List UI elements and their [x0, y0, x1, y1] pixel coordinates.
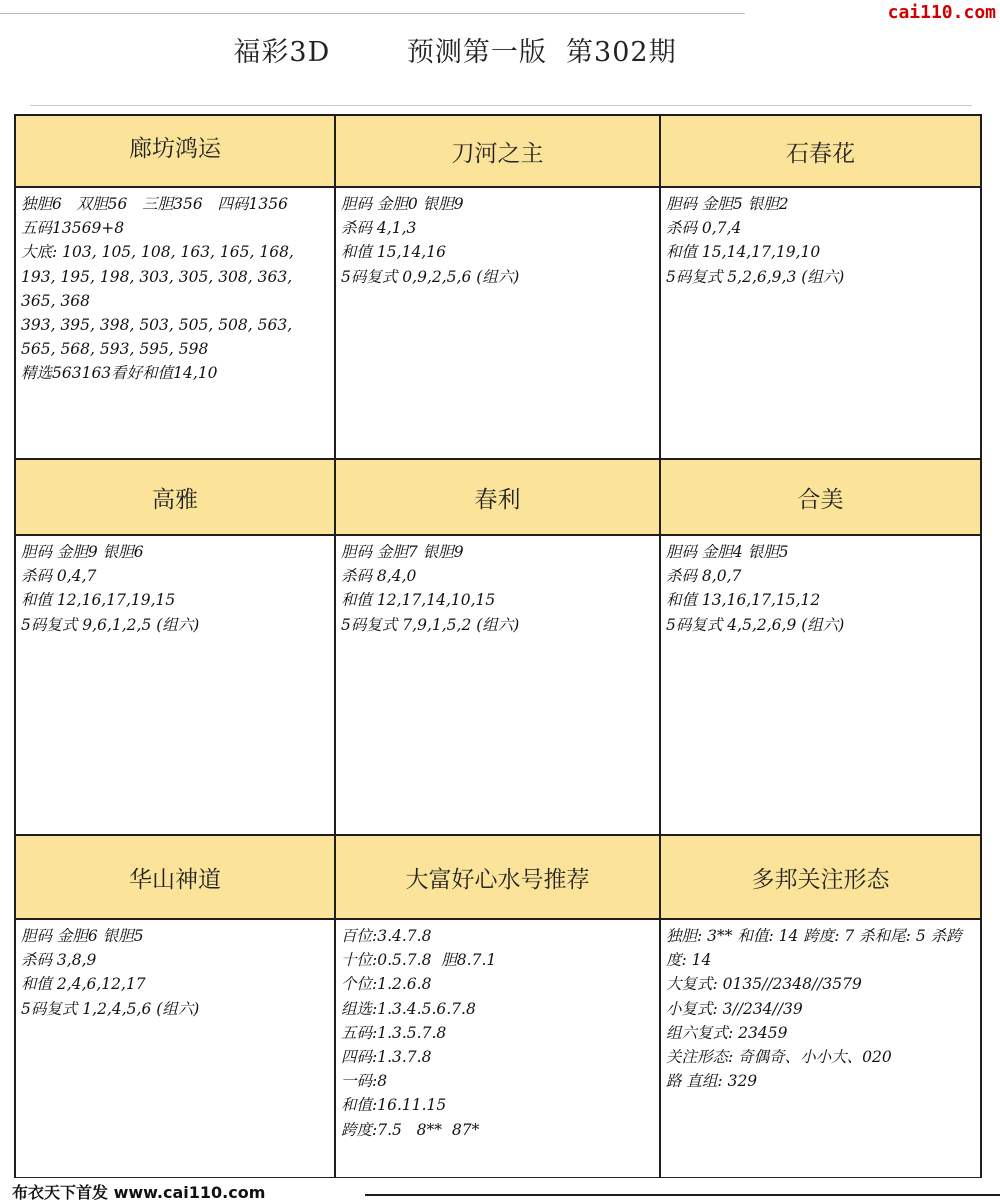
prediction-line: 独胆: 3** 和值: 14 跨度: 7 杀和尾: 5 杀跨度: 14	[666, 927, 962, 970]
title-divider	[30, 105, 972, 106]
panel-body	[336, 188, 661, 460]
footer-divider	[365, 1194, 1000, 1196]
prediction-line: 杀码 8,0,7	[666, 567, 742, 586]
prediction-line: 5码复式 4,5,2,6,9 (组六)	[666, 615, 845, 634]
prediction-line: 和值 15,14,16	[341, 243, 446, 262]
panel-body	[661, 188, 980, 460]
panel-header: 华山神道	[16, 836, 336, 920]
panel-header: 廊坊鸿运	[16, 116, 336, 188]
panel-body	[16, 536, 336, 836]
panel-header: 春利	[336, 460, 661, 536]
prediction-line: 路 直组: 329	[666, 1072, 758, 1091]
panel-header: 石春花	[661, 116, 980, 188]
prediction-line: 胆码 金胆7 银胆9	[341, 543, 464, 561]
prediction-line: 和值:16.11.15	[341, 1096, 447, 1115]
prediction-line: 个位:1.2.6.8	[341, 975, 432, 994]
prediction-line: 和值 2,4,6,12,17	[21, 975, 146, 994]
top-divider	[0, 13, 745, 14]
panel-body	[16, 920, 336, 1177]
prediction-line: 胆码 金胆9 银胆6	[21, 543, 144, 561]
prediction-line: 大底: 103, 105, 108, 163, 165, 168, 193, 195, 198, 303, 305, 308, 363, 365, 368	[21, 243, 299, 310]
prediction-line: 一码:8	[341, 1072, 388, 1091]
prediction-line: 5码复式 1,2,4,5,6 (组六)	[21, 999, 200, 1018]
panel-header: 合美	[661, 460, 980, 536]
panel-header: 刀河之主	[336, 116, 661, 188]
panel-header: 高雅	[16, 460, 336, 536]
prediction-line: 杀码 0,4,7	[21, 567, 97, 586]
prediction-line: 胆码 金胆5 银胆2	[666, 195, 789, 213]
prediction-line: 四码:1.3.7.8	[341, 1048, 432, 1067]
panel-body	[336, 536, 661, 836]
prediction-line: 5码复式 0,9,2,5,6 (组六)	[341, 267, 520, 286]
prediction-line: 杀码 0,7,4	[666, 219, 742, 238]
prediction-line: 精选563163看好和值14,10	[21, 364, 218, 383]
prediction-line: 百位:3.4.7.8	[341, 927, 432, 945]
prediction-line: 和值 13,16,17,15,12	[666, 591, 821, 610]
prediction-line: 5码复式 5,2,6,9,3 (组六)	[666, 267, 845, 286]
prediction-grid	[14, 114, 982, 1179]
panel-header: 大富好心水号推荐	[336, 836, 661, 920]
prediction-line: 独胆6 双胆56 三胆356 四码1356	[21, 195, 288, 213]
prediction-line: 胆码 金胆6 银胆5	[21, 927, 144, 945]
prediction-line: 393, 395, 398, 503, 505, 508, 563, 565, 568, 593, 595, 598	[21, 316, 298, 359]
prediction-line: 杀码 4,1,3	[341, 219, 417, 238]
prediction-line: 五码:1.3.5.7.8	[341, 1023, 447, 1042]
prediction-line: 大复式: 0135//2348//3579	[666, 975, 862, 994]
panel-body	[661, 536, 980, 836]
prediction-line: 关注形态: 奇偶奇、小小大、020	[666, 1048, 892, 1067]
prediction-line: 五码13569+8	[21, 219, 125, 238]
panel-body	[16, 188, 336, 460]
prediction-line: 组选:1.3.4.5.6.7.8	[341, 999, 476, 1018]
prediction-line: 小复式: 3//234//39	[666, 999, 803, 1018]
footer-bar	[0, 1178, 1000, 1203]
footer-text: 布衣天下首发 www.cai110.com	[12, 1183, 266, 1202]
prediction-line: 和值 12,17,14,10,15	[341, 591, 496, 610]
prediction-line: 胆码 金胆0 银胆9	[341, 195, 464, 213]
prediction-line: 十位:0.5.7.8 胆8.7.1	[341, 951, 497, 970]
prediction-line: 5码复式 9,6,1,2,5 (组六)	[21, 615, 200, 634]
prediction-line: 杀码 3,8,9	[21, 951, 97, 970]
prediction-line: 和值 15,14,17,19,10	[666, 243, 821, 262]
prediction-line: 胆码 金胆4 银胆5	[666, 543, 789, 561]
prediction-line: 杀码 8,4,0	[341, 567, 417, 586]
prediction-line: 和值 12,16,17,19,15	[21, 591, 176, 610]
panel-body	[336, 920, 661, 1177]
panel-header: 多邦关注形态	[661, 836, 980, 920]
prediction-line: 5码复式 7,9,1,5,2 (组六)	[341, 615, 520, 634]
panel-body	[661, 920, 980, 1177]
page-title: 福彩3D 预测第一版 第302期	[233, 37, 677, 68]
prediction-line: 组六复式: 23459	[666, 1023, 788, 1042]
prediction-line: 跨度:7.5 8** 87*	[341, 1120, 480, 1139]
site-logo-text: cai110.com	[887, 2, 996, 23]
